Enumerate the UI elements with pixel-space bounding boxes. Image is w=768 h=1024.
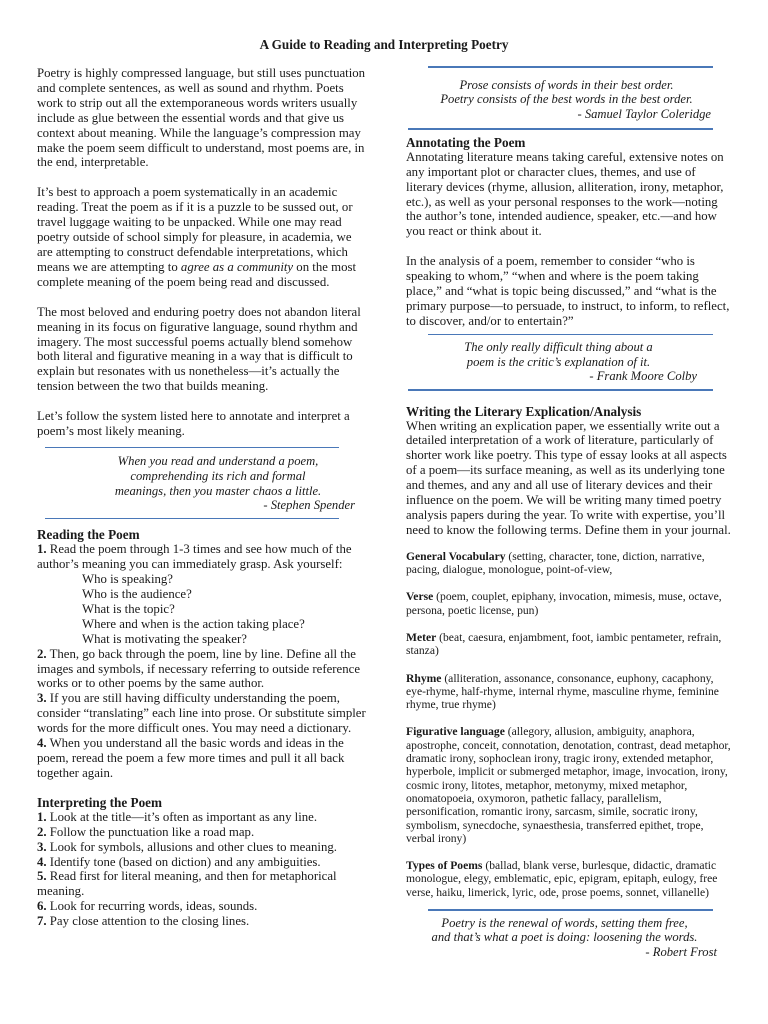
vocab-entry [406, 672, 731, 712]
systematic-paragraph [37, 185, 367, 289]
analysis-paragraph: In the analysis of a poem, remember to consider “who is speaking to whom,” “when and where is the poem taking place,” and “what is topic being discussed,” and “what is the primary purpose—to persuade, to instruct, to inform, to reflect, to discover, and/or to entertain?” [406, 254, 730, 328]
interpreting-list [37, 810, 367, 929]
quote-line: When you read and understand a poem, [117, 454, 319, 469]
step-text: Then, go back through the poem, line by line. Define all the images and symbols, if necessary referring to outside reference works or to other poems by the same author. [37, 646, 360, 691]
reading-step [37, 542, 367, 572]
step-text: Read first for literal meaning, and then for metaphorical meaning. [37, 869, 337, 899]
writing-paragraph: When writing an explication paper, we essentially write out a detailed interpretation of a work of literature, particularly of shorter work like poetry. This type of essay looks at all aspects of a poem—its surface meaning, as well as its underlying tone and themes, and any and all use of literary devices and their influence on the poem. We will be writing many timed poetry analysis papers during the year. To write with expertise, you’ll need to know the following terms. Define them in your journal. [406, 418, 731, 537]
question-item: What is motivating the speaker? [82, 631, 247, 646]
quote-author: - Robert Frost [645, 944, 717, 959]
quote-line: meanings, then you master chaos a little. [114, 483, 322, 498]
quote-line: poem is the critic’s explanation of it. [466, 354, 651, 369]
frost-quote [412, 916, 717, 960]
quote-rule-top [428, 334, 713, 336]
interpreting-heading: Interpreting the Poem [37, 794, 163, 810]
vocab-terms: (setting, character, tone, diction, narrative, pacing, dialogue, monologue, point-of-view, [406, 549, 705, 577]
systematic-emphasis: agree as a community [180, 259, 294, 274]
step-number: 4. [37, 854, 47, 869]
vocab-label: Verse [406, 590, 434, 604]
vocab-terms: (ballad, blank verse, burlesque, didactic, dramatic monologue, elegy, emblematic, epic, epigram, epitaph, eulogy, free verse, haiku, limerick, lyric, ode, prose poems, sonnet, villanelle) [406, 859, 718, 899]
spender-quote [81, 454, 355, 512]
systematic-text-a: It’s best to approach a poem systematically in an academic reading. Treat the poem as if it is a puzzle to be sussed out, or travel luggage waiting to be unpacked. While one may read poetry outside of school simply for pleasure, in academia, we are attempting to construct defendable interpretations, which means we are attempting to [37, 185, 353, 274]
vocab-label: Types of Poems [406, 859, 483, 873]
vocab-entry [406, 590, 731, 617]
quote-author: - Frank Moore Colby [589, 369, 697, 384]
step-number: 2. [37, 824, 47, 839]
vocab-label: Meter [406, 630, 437, 644]
vocab-entry [406, 859, 731, 899]
vocab-entry [406, 725, 731, 845]
quote-line: Prose consists of words in their best order. [459, 77, 674, 92]
vocab-terms: (alliteration, assonance, consonance, euphony, cacaphony, eye-rhyme, half-rhyme, internal rhyme, masculine rhyme, feminine rhyme, true rhyme) [406, 671, 719, 712]
interpreting-step [37, 855, 367, 870]
question-item: Who is speaking? [82, 572, 173, 587]
follow-paragraph: Let’s follow the system listed here to annotate and interpret a poem’s most likely meaning. [37, 409, 350, 439]
step-text: Pay close attention to the closing lines. [46, 914, 250, 929]
quote-line: and that’s what a poet is doing: loosening the words. [431, 930, 698, 945]
quote-line: comprehending its rich and formal [130, 469, 306, 484]
coleridge-quote [422, 78, 711, 122]
step-text: Read the poem through 1-3 times and see how much of the author’s meaning you can immediately grasp. Ask yourself: [37, 542, 352, 572]
vocab-terms: (allegory, allusion, ambiguity, anaphora, apostrophe, conceit, connotation, denotation, contrast, dead metaphor, dramatic irony, sophoclean irony, tragic irony, extended metaphor, hyperbole, implicit or submerged metaphor, image, invocation, irony, cosmic irony, litotes, metaphor, metonymy, mixed metaphor, onomatopoeia, oxymoron, pathetic fallacy, parallelism, personification, romantic irony, sarcasm, simile, socratic irony, symbolism, synecdoche, synaesthesia, transferred epithet, trope, verbal irony) [406, 725, 731, 845]
quote-rule-bottom [45, 518, 339, 520]
step-number: 6. [37, 899, 47, 914]
quote-rule-bottom [408, 389, 713, 391]
interpreting-step [37, 840, 367, 855]
vocab-terms: (beat, caesura, enjambment, foot, iambic pentameter, refrain, stanza) [406, 630, 722, 658]
reading-heading: Reading the Poem [37, 527, 140, 543]
step-number: 1. [37, 809, 47, 824]
interpreting-step [37, 825, 367, 840]
step-text: Follow the punctuation like a road map. [46, 824, 255, 839]
left-column [37, 66, 367, 929]
right-column [406, 66, 731, 959]
step-text: Identify tone (based on diction) and any ambiguities. [46, 854, 321, 869]
vocab-label: Figurative language [406, 725, 505, 739]
quote-rule-bottom [408, 128, 713, 130]
colby-quote [420, 340, 697, 384]
quote-rule-top [428, 909, 713, 911]
reading-step [37, 647, 367, 692]
interpreting-step [37, 869, 367, 899]
quote-rule-top [45, 447, 339, 449]
systematic-text-b: on the most complete meaning of the poem being read and discussed. [37, 259, 357, 289]
annotating-paragraph: Annotating literature means taking careful, extensive notes on any important plot or character clues, themes, and use of literary devices (rhyme, allusion, alliteration, irony, metaphor, etc.), as well as your personal responses to the work—noting the author’s tone, intended audience, speaker, etc.—and how you react or think about it. [406, 149, 724, 239]
step-text: If you are still having difficulty understanding the poem, consider “translating” each line into prose. Or substitute simpler words for the more difficult ones. You may need a dictionary. [37, 691, 366, 736]
question-item: What is the topic? [82, 601, 175, 616]
step-number: 5. [37, 869, 47, 884]
question-item: Where and when is the action taking place? [82, 616, 305, 631]
reading-step [37, 736, 367, 781]
step-text: When you understand all the basic words and ideas in the poem, reread the poem a few more times and pull it all back together again. [37, 736, 345, 780]
page-title: A Guide to Reading and Interpreting Poetry [259, 37, 509, 52]
vocab-terms: (poem, couplet, epiphany, invocation, mimesis, muse, octave, persona, poetic license, pun) [406, 590, 722, 617]
vocab-label: Rhyme [406, 671, 442, 685]
beloved-paragraph: The most beloved and enduring poetry does not abandon literal meaning in its focus on figurative language, sound rhythm and imagery. The most successful poems actually blend somehow both literal and figurative meaning in a way that is difficult to explain but resonates with us nonetheless—it’s actually the tension between the two that builds meaning. [37, 304, 361, 394]
step-text: Look for recurring words, ideas, sounds. [46, 899, 258, 914]
vocab-entry [406, 631, 731, 658]
annotating-heading: Annotating the Poem [406, 134, 526, 150]
step-text: Look for symbols, allusions and other clues to meaning. [46, 839, 337, 854]
step-number: 7. [37, 914, 47, 929]
step-number: 3. [37, 839, 47, 854]
writing-heading: Writing the Literary Explication/Analysis [406, 403, 642, 419]
step-number: 2. [37, 646, 47, 661]
interpreting-step [37, 899, 367, 914]
question-list [37, 572, 367, 647]
vocab-list [406, 550, 731, 899]
interpreting-step [37, 810, 367, 825]
quote-author: - Samuel Taylor Coleridge [577, 106, 711, 121]
intro-paragraph: Poetry is highly compressed language, but still uses punctuation and complete sentences, as well as sound and rhythm. Poets work to strip out all the extemporaneous words writers usually include as glue between the essential words and that give us context about meaning. While the language’s compression may make the poem seem difficult to understand, most poems are, in the end, interpretable. [37, 66, 366, 170]
quote-rule-top [428, 66, 713, 68]
vocab-label: General Vocabulary [406, 549, 506, 563]
step-number: 4. [37, 736, 47, 751]
quote-line: Poetry consists of the best words in the best order. [440, 92, 693, 107]
vocab-entry [406, 550, 731, 577]
step-number: 3. [37, 691, 47, 706]
step-number: 1. [37, 542, 47, 557]
quote-line: Poetry is the renewal of words, setting them free, [441, 915, 688, 930]
question-item: Who is the audience? [82, 587, 192, 602]
quote-author: - Stephen Spender [263, 498, 355, 513]
reading-step [37, 691, 367, 736]
interpreting-step [37, 914, 367, 929]
quote-line: The only really difficult thing about a [464, 340, 653, 355]
step-text: Look at the title—it’s often as important as any line. [46, 809, 318, 824]
